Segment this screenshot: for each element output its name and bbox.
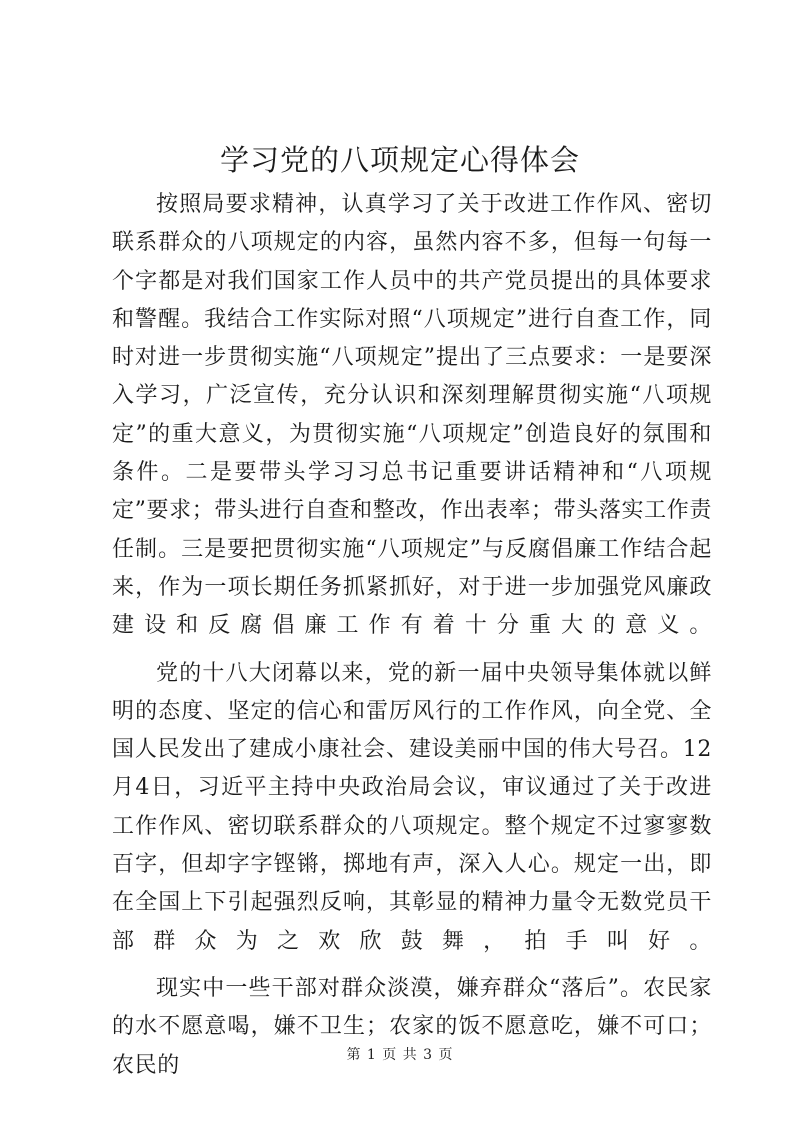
- page-footer: 第 1 页 共 3 页: [346, 1047, 454, 1063]
- paragraph-2: 党的十八大闭幕以来，党的新一届中央领导集体就以鲜明的态度、坚定的信心和雷厉风行的工作作风，向全党、全国人民发出了建成小康社会、建设美丽中国的伟大号召。12月4日，习近平主持中央政治局会议，审议通过了关于改进工作作风、密切联系群众的八项规定。整个规定不过寥寥数百字，但却字字铿锵，掷地有声，深入人心。规定一出，即在全国上下引起强烈反响，其彰显的精神力量令无数党员干部群众为之欢欣鼓舞，拍手叫好。: [112, 660, 712, 954]
- paragraph-3: 现实中一些干部对群众淡漠，嫌弃群众“落后”。农民家的水不愿意喝，嫌不卫生；农家的饭不愿意吃，嫌不可口；农民的: [112, 975, 712, 1078]
- document-title: 学习党的八项规定心得体会: [219, 143, 580, 177]
- document-body: [112, 186, 712, 1094]
- paragraph-1: 按照局要求精神，认真学习了关于改进工作作风、密切联系群众的八项规定的内容，虽然内容不多，但每一句每一个字都是对我们国家工作人员中的共产党员提出的具体要求和警醒。我结合工作实际对照“八项规定”进行自查工作，同时对进一步贯彻实施“八项规定”提出了三点要求：一是要深入学习，广泛宣传，充分认识和深刻理解贯彻实施“八项规定”的重大意义，为贯彻实施“八项规定”创造良好的氛围和条件。二是要带头学习习总书记重要讲话精神和“八项规定”要求；带头进行自查和整改，作出表率；带头落实工作责任制。三是要把贯彻实施“八项规定”与反腐倡廉工作结合起来，作为一项长期任务抓紧抓好，对于进一步加强党风廉政建设和反腐倡廉工作有着十分重大的意义。: [112, 192, 712, 639]
